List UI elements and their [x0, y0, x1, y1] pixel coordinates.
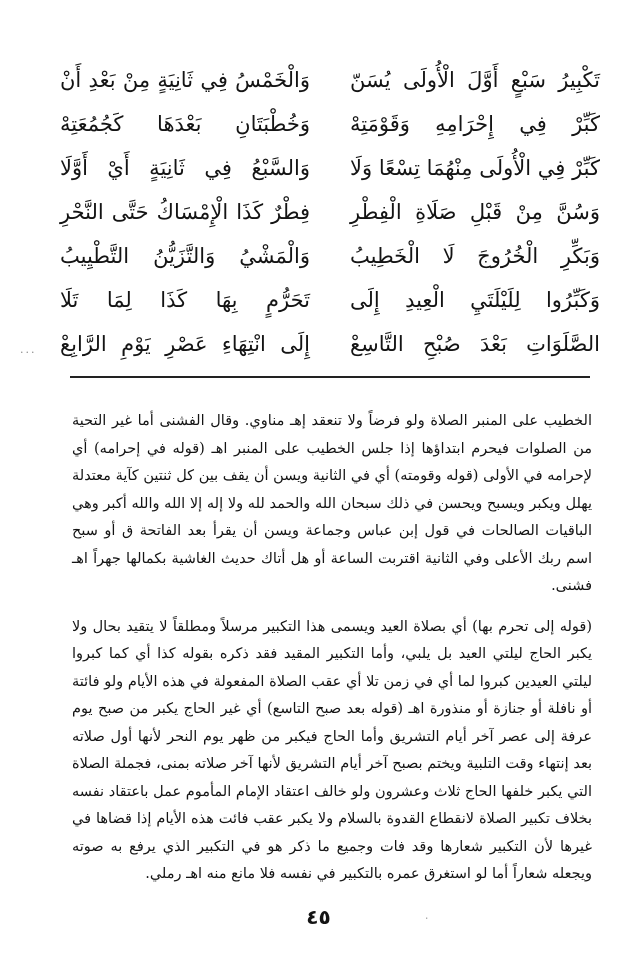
verse-line: وَالسَّبْعُ فِي ثَانِيَةٍ أَيْ أَوَّلَا [60, 156, 310, 180]
verse-line: تَحَرُّمٍ بِهَا كَذَا لِمَا تَلَا [60, 288, 310, 312]
commentary-paragraph: (قوله إلى تحرم بها) أي بصلاة العيد ويسمى هذا التكبير مرسلاً ومطلقاً لا يتقيد بحال ولا يكبر الحاج ليلتي العيد بل يلبي، وأما التكبير المقيد فقد ذكره بقوله كذا أي كما كبروا ليلتي العيدين كبروا لما أي في زمن تلا أي عقب الصلاة المفعولة في هذه الأيام ولو فائتة أو نافلة أو جنازة أو منذورة اهـ (قوله بعد صبح التاسع) أي غير الحاج يكبر من صبح يوم عرفة إلى عصر آخر أيام التشريق وأما الحاج فيكبر من ظهر يوم النحر لأنها أول صلاته بعد إنتهاء وقت التلبية ويختم بصبح آخر أيام التشريق لأنها آخر صلاته بمنى، فجملة الصلاة التي يكبر خلفها الحاج ثلاث وعشرون ولو خالف اعتقاد الإمام المأموم عمل باعتقاد نفسه بخلاف تكبير الصلاة لانقطاع القدوة بالسلام ولا يكبر عقب فائت هذه الأيام إذا قضاها في غيرها لأن التكبير شعارها وقد فات وجميع ما ذكر هو في التكبير الذي يرفع به صوته ويجعله شعاراً أما لو استغرق عمره بالتكبير في نفسه فلا مانع منه اهـ رملي. [72, 618, 592, 882]
poem-verses [60, 58, 600, 366]
stray-mark: ٠ [424, 913, 430, 924]
verse-line: إِلَى انْتِهَاءِ عَصْرِ يَوْمِ الرَّابِعْ [60, 332, 310, 356]
verse-line: وَبَكِّرِ الْخُرُوجَ لَا الْخَطِيبُ [350, 244, 600, 268]
verse-line: الصَّلَوَاتِ بَعْدَ صُبْحِ التَّاسِعْ [350, 332, 600, 356]
verse-line: وَالْمَشْيُ وَالتَّزَيُّنُ التَّطْيِيبُ [60, 244, 310, 268]
margin-mark: ... [20, 343, 37, 356]
commentary-paragraph: الخطيب على المنبر الصلاة ولو فرضاً ولا تنعقد إهـ مناوي. وقال الفشنى أما غير التحية من الصلوات فيحرم ابتداؤها إذا جلس الخطيب على المنبر اهـ (قوله في إحرامه) أي لإحرامه في الأولى (قوله وقومته) أي في الثانية ويسن أن يقف بين كل ثنتين كآية معتدلة يهلل ويكبر ويسبح ويحسن في ذلك سبحان الله والحمد لله ولا إله إلا الله والله أكبر وهي الباقيات الصالحات في قول إبن عباس وجماعة ويسن أن يقرأ بعد الفاتحة ق أو سبح اسم ربك الأعلى وفي الثانية اقتربت الساعة أو هل أتاك حديث الغاشية بكمالها جهراً اهـ فشنى. [72, 413, 592, 594]
verse-line: وَخُطْبَتَانِ بَعْدَهَا كَجُمُعَتِهْ [60, 112, 310, 136]
verse-line: كَبِّرْ فِي إِحْرَامِهِ وَقَوْمَتِهْ [350, 112, 600, 136]
section-divider [70, 376, 590, 378]
verse-line: فِطْرٌ كَذَا الْإِمْسَاكُ حَتَّى النَّحْرِ [60, 200, 310, 224]
page-number: ٤٥ [306, 905, 331, 929]
verse-line: تَكْبِيرُ سَبْعٍ أَوَّلَ الْأُولَى يُسَنّ [350, 68, 600, 92]
first-hemistich-column [350, 58, 600, 366]
verse-line: وَكَبِّرُوا لِلَيْلَتَيِ الْعِيدِ إِلَى [350, 288, 600, 312]
verse-line: وَالْخَمْسُ فِي ثَانِيَةٍ مِنْ بَعْدِ أَنْ [60, 68, 310, 92]
commentary-section [72, 408, 592, 889]
second-hemistich-column [60, 58, 310, 366]
verse-line: كَبِّرْ فِي الْأُولَى مِنْهُمَا تِسْعًا وَلَا [350, 156, 600, 180]
verse-line: وَسُنَّ مِنْ قَبْلِ صَلَاةِ الْفِطْرِ [350, 200, 600, 224]
